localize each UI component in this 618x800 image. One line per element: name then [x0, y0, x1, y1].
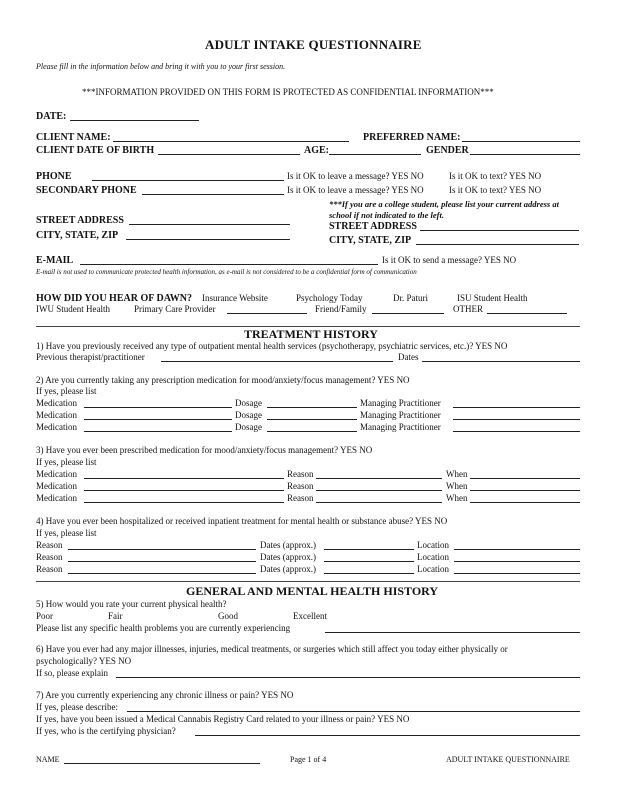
q3-medication-field-2[interactable] — [84, 490, 284, 491]
cannabis-question: If yes, have you been issued a Medical Cannabis Registry Card related to your illness or pain? YES NO — [36, 714, 410, 724]
q4-dates-field-1[interactable] — [324, 549, 414, 550]
form-title: ADULT INTAKE QUESTIONNAIRE — [205, 37, 422, 52]
secondary-ok-message: Is it OK to leave a message? YES NO — [287, 185, 424, 195]
q2-if-yes: If yes, please list — [36, 386, 97, 396]
q4-reason-field-2[interactable] — [68, 561, 256, 562]
q3-medication-label: Medication — [36, 493, 77, 503]
q2-medication-field-1[interactable] — [84, 407, 232, 408]
q3-when-field-1[interactable] — [470, 478, 580, 479]
q2-dosage-field-1[interactable] — [267, 407, 357, 408]
treatment-history-heading: TREATMENT HISTORY — [244, 327, 378, 341]
q3-reason-field-2[interactable] — [316, 490, 442, 491]
age-field[interactable] — [329, 154, 421, 155]
health-problems-field[interactable] — [325, 632, 580, 633]
q4-location-field-3[interactable] — [454, 573, 580, 574]
client-name-field[interactable] — [113, 141, 349, 142]
q2-medication-label: Medication — [36, 422, 77, 432]
q3-medication-field-3[interactable] — [84, 502, 284, 503]
street-address-field[interactable] — [129, 224, 290, 225]
q4-dates-label: Dates (approx.) — [260, 564, 316, 574]
q2-dosage-label: Dosage — [235, 422, 262, 432]
gender-label: GENDER — [426, 145, 469, 156]
q2-managing-field-3[interactable] — [453, 431, 580, 432]
city-state-zip-label: CITY, STATE, ZIP — [36, 230, 119, 241]
hear-option-primary-care: Primary Care Provider — [134, 304, 216, 314]
physician-field[interactable] — [195, 735, 580, 736]
q2-dosage-label: Dosage — [235, 398, 262, 408]
hear-option-dr-paturi: Dr. Paturi — [393, 293, 428, 303]
question-6-line-1: 6) Have you ever had any major illnesses, injuries, medical treatments, or surgeries which still affect you today either physically or — [36, 644, 508, 654]
email-ok-message: Is it OK to send a message? YES NO — [382, 255, 517, 265]
email-label: E-MAIL — [36, 255, 74, 266]
footer-page-number: Page 1 of 4 — [290, 755, 327, 764]
phone-ok-text: Is it OK to text? YES NO — [449, 171, 542, 181]
q2-managing-label: Managing Practitioner — [360, 422, 441, 432]
prev-dates-label: Dates — [398, 352, 419, 362]
hear-of-dawn-label: HOW DID YOU HEAR OF DAWN? — [36, 293, 193, 304]
email-note: E-mail is not used to communicate protected health information, as e-mail is not considered to be a confidential form of communication — [36, 268, 417, 276]
q4-dates-field-2[interactable] — [324, 561, 414, 562]
prev-dates-field[interactable] — [422, 361, 580, 362]
friend-family-field[interactable] — [372, 313, 444, 314]
physician-label: If yes, who is the certifying physician? — [36, 726, 176, 736]
q3-medication-field-1[interactable] — [84, 478, 284, 479]
rating-excellent[interactable]: Excellent — [293, 611, 327, 621]
college-student-note: ***If you are a college student, please list your current address at school if not indicated to the left. — [329, 199, 559, 220]
phone-label: PHONE — [36, 171, 72, 182]
q3-medication-label: Medication — [36, 469, 77, 479]
question-1: 1) Have you previously received any type of outpatient mental health services (psychotherapy, psychiatric services, etc.)? YES NO — [36, 341, 508, 351]
preferred-name-label: PREFERRED NAME: — [363, 132, 461, 143]
other-field[interactable] — [487, 313, 567, 314]
q3-when-label: When — [446, 481, 468, 491]
question-3: 3) Have you ever been prescribed medication for mood/anxiety/focus management? YES NO — [36, 445, 373, 455]
email-field[interactable] — [80, 264, 378, 265]
age-label: AGE: — [304, 145, 329, 156]
footer-name-field[interactable] — [64, 763, 260, 764]
q4-dates-field-3[interactable] — [324, 573, 414, 574]
instructions: Please fill in the information below and bring it with you to your first session. — [36, 62, 286, 71]
q4-location-label: Location — [417, 540, 449, 550]
general-health-heading: GENERAL AND MENTAL HEALTH HISTORY — [186, 584, 439, 598]
prev-therapist-field[interactable] — [161, 361, 393, 362]
hear-option-friend-family: Friend/Family — [315, 304, 367, 314]
q2-managing-field-1[interactable] — [453, 407, 580, 408]
question-2: 2) Are you currently taking any prescription medication for mood/anxiety/focus management? YES NO — [36, 375, 410, 385]
question-5: 5) How would you rate your current physical health? — [36, 599, 227, 609]
phone-ok-message: Is it OK to leave a message? YES NO — [287, 171, 424, 181]
q2-medication-field-2[interactable] — [84, 419, 232, 420]
secondary-phone-label: SECONDARY PHONE — [36, 185, 137, 196]
q4-reason-label: Reason — [36, 540, 63, 550]
q3-reason-label: Reason — [287, 469, 314, 479]
hear-option-iwu: IWU Student Health — [36, 304, 110, 314]
q3-reason-field-1[interactable] — [316, 478, 442, 479]
q3-when-field-3[interactable] — [470, 502, 580, 503]
q3-when-field-2[interactable] — [470, 490, 580, 491]
phone-field[interactable] — [92, 180, 284, 181]
question-6-line-2: psychologically? YES NO — [36, 656, 132, 666]
city-state-zip-field[interactable] — [126, 239, 290, 240]
q3-reason-field-3[interactable] — [316, 502, 442, 503]
rating-good[interactable]: Good — [218, 611, 238, 621]
q2-medication-label: Medication — [36, 398, 77, 408]
q3-when-label: When — [446, 469, 468, 479]
q4-reason-label: Reason — [36, 552, 63, 562]
primary-care-field[interactable] — [227, 313, 307, 314]
secondary-ok-text: Is it OK to text? YES NO — [449, 185, 542, 195]
client-name-label: CLIENT NAME: — [36, 132, 111, 143]
q7-describe-label: If yes, please describe: — [36, 702, 118, 712]
dob-field[interactable] — [158, 154, 300, 155]
street-address-label: STREET ADDRESS — [36, 215, 124, 226]
school-street-address-field[interactable] — [420, 230, 579, 231]
q3-if-yes: If yes, please list — [36, 457, 97, 467]
q4-dates-label: Dates (approx.) — [260, 552, 316, 562]
q2-medication-label: Medication — [36, 410, 77, 420]
q4-location-field-2[interactable] — [454, 561, 580, 562]
q4-reason-field-3[interactable] — [68, 573, 256, 574]
dob-label: CLIENT DATE OF BIRTH — [36, 145, 155, 156]
q6-explain-label: If so, please explain — [36, 668, 108, 678]
q4-reason-label: Reason — [36, 564, 63, 574]
secondary-phone-field[interactable] — [142, 194, 284, 195]
q3-when-label: When — [446, 493, 468, 503]
q2-managing-label: Managing Practitioner — [360, 398, 441, 408]
question-7: 7) Are you currently experiencing any chronic illness or pain? YES NO — [36, 690, 294, 700]
gender-field[interactable] — [470, 154, 580, 155]
q4-dates-label: Dates (approx.) — [260, 540, 316, 550]
prev-therapist-label: Previous therapist/practitioner — [36, 352, 145, 362]
footer-name-label: NAME — [36, 755, 60, 764]
q4-if-yes: If yes, please list — [36, 528, 97, 538]
rating-poor[interactable]: Poor — [36, 611, 54, 621]
date-label: DATE: — [36, 111, 67, 122]
q7-describe-field[interactable] — [127, 711, 580, 712]
footer-form-title: ADULT INTAKE QUESTIONNAIRE — [446, 755, 570, 764]
preferred-name-field[interactable] — [462, 141, 580, 142]
question-4: 4) Have you ever been hospitalized or received inpatient treatment for mental health or substance abuse? YES NO — [36, 516, 448, 526]
date-field[interactable] — [70, 120, 199, 121]
school-city-state-zip-field[interactable] — [416, 244, 579, 245]
confidential-notice: ***INFORMATION PROVIDED ON THIS FORM IS PROTECTED AS CONFIDENTIAL INFORMATION*** — [82, 87, 494, 97]
q3-reason-label: Reason — [287, 481, 314, 491]
q2-dosage-label: Dosage — [235, 410, 262, 420]
q4-reason-field-1[interactable] — [68, 549, 256, 550]
hear-option-isu: ISU Student Health — [457, 293, 528, 303]
hear-option-insurance: Insurance Website — [202, 293, 268, 303]
q4-location-label: Location — [417, 564, 449, 574]
q2-dosage-field-2[interactable] — [267, 419, 357, 420]
school-street-address-label: STREET ADDRESS — [329, 221, 417, 232]
q2-managing-field-2[interactable] — [453, 419, 580, 420]
q4-location-label: Location — [417, 552, 449, 562]
rating-fair[interactable]: Fair — [108, 611, 123, 621]
q3-reason-label: Reason — [287, 493, 314, 503]
section-divider-general — [36, 581, 580, 582]
q2-dosage-field-3[interactable] — [267, 431, 357, 432]
school-city-state-zip-label: CITY, STATE, ZIP — [329, 235, 412, 246]
hear-option-psychology-today: Psychology Today — [296, 293, 363, 303]
q4-location-field-1[interactable] — [454, 549, 580, 550]
q6-explain-field[interactable] — [116, 677, 580, 678]
q2-managing-label: Managing Practitioner — [360, 410, 441, 420]
health-problems-label: Please list any specific health problems you are currently experiencing — [36, 623, 291, 633]
q3-medication-label: Medication — [36, 481, 77, 491]
q2-medication-field-3[interactable] — [84, 431, 232, 432]
hear-option-other: OTHER — [453, 304, 483, 314]
